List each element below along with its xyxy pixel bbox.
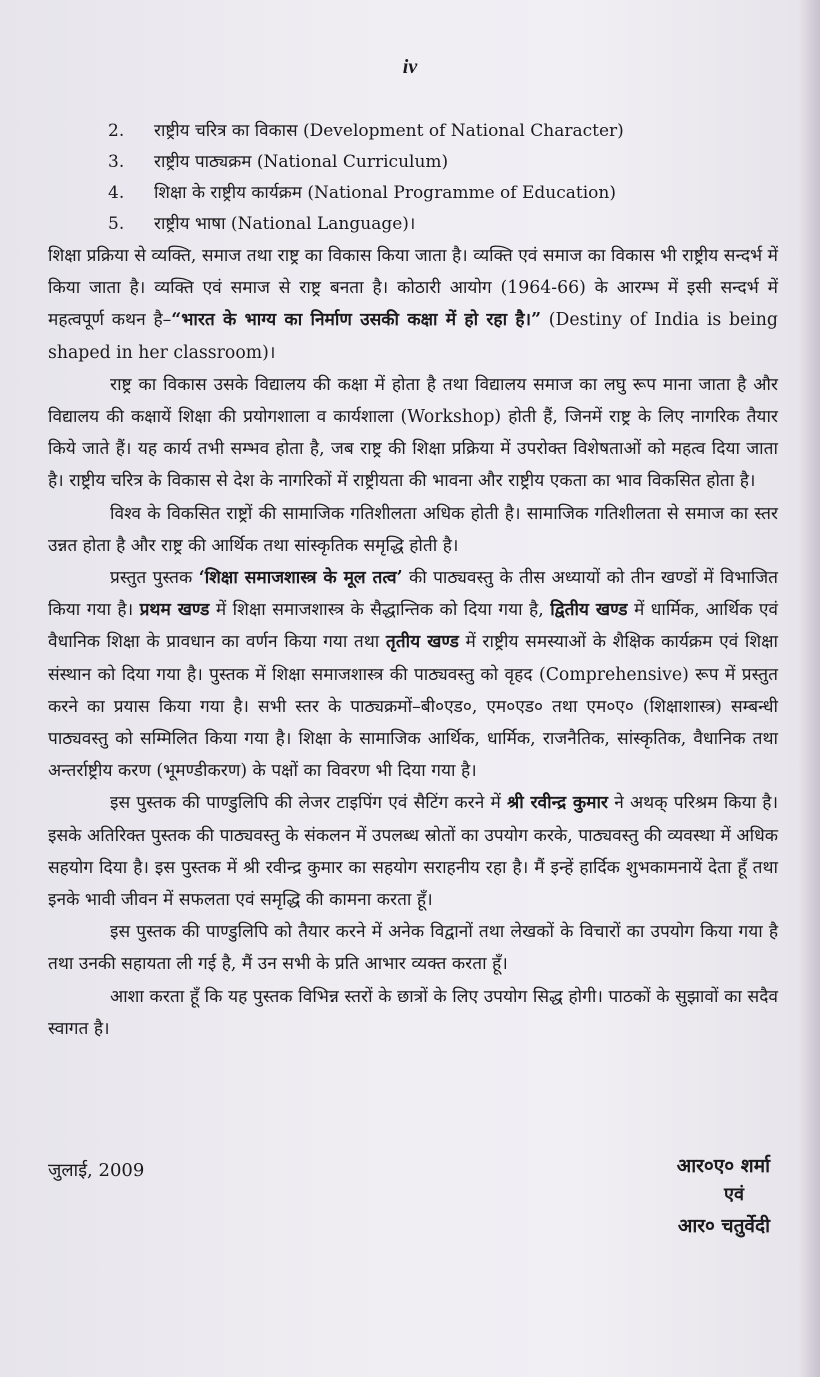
part-three-label: तृतीय खण्ड [385,632,459,653]
part-one-label: प्रथम खण्ड [139,600,210,621]
preface-body [48,240,778,1045]
typist-name: श्री रवीन्द्र कुमार [507,793,608,814]
p5-text-a: इस पुस्तक की पाण्डुलिपि की लेजर टाइपिंग एवं सैटिंग करने में [110,793,508,814]
kothari-quote: “भारत के भाग्य का निर्माण उसकी कक्षा में हो रहा है।” [171,310,542,331]
list-item [108,209,788,240]
p4-text-a: प्रस्तुत पुस्तक [110,568,199,589]
list-item [108,147,788,178]
paragraph-2: राष्ट्र का विकास उसके विद्यालय की कक्षा में होता है तथा विद्यालय समाज का लघु रूप माना जाता है और विद्यालय की कक्षायें शिक्षा की प्रयोगशाला व कार्यशाला (Workshop) होती हैं, जिनमें राष्ट्र के लिए नागरिक तैयार किये जाते हैं। यह कार्य तभी सम्भव होता है, जब राष्ट्र की शिक्षा प्रक्रिया में उपरोक्त विशेषताओं को महत्व दिया जाता है। राष्ट्रीय चरित्र के विकास से देश के नागरिकों में राष्ट्रीयता की भावना और राष्ट्रीय एकता का भाव विकसित होता है। [48,374,778,492]
paragraph-6: इस पुस्तक की पाण्डुलिपि को तैयार करने में अनेक विद्वानों तथा लेखकों के विचारों का उपयोग किया गया है तथा उनकी सहायता ली गई है, मैं उन सभी के प्रति आभार व्यक्त करता हूँ। [48,922,778,975]
signature-block [48,1152,778,1262]
part-two-label: द्वितीय खण्ड [550,600,628,621]
p4-text-c: में शिक्षा समाजशास्त्र के सैद्धान्तिक को दिया गया है, [209,600,551,621]
list-item-number: 3. [108,152,125,172]
paragraph-4 [48,562,778,787]
paragraph-3: विश्व के विकसित राष्ट्रों की सामाजिक गतिशीलता अधिक होती है। सामाजिक गतिशीलता से समाज का स्तर उन्नत होता है और राष्ट्र की आर्थिक तथा सांस्कृतिक समृद्धि होती है। [48,503,778,556]
author-two: आर० चतुर्वेदी [677,1215,770,1237]
author-conjunction: एवं [724,1184,744,1205]
page-number: iv [402,56,418,78]
list-item-text: राष्ट्रीय भाषा (National Language)। [154,214,416,234]
author-one: आर०ए० शर्मा [676,1155,770,1177]
p4-text-d: में धार्मिक, आर्थिक एवं वैधानिक शिक्षा के प्रावधान का वर्णन किया गया तथा [48,600,779,653]
paragraph-7: आशा करता हूँ कि यह पुस्तक विभिन्न स्तरों के छात्रों के लिए उपयोग सिद्ध होगी। पाठकों के सुझावों का सदैव स्वागत है। [48,986,778,1039]
preface-date: जुलाई, 2009 [48,1160,145,1181]
p5-text-b: ने अथक् परिश्रम किया है। इसके अतिरिक्त पुस्तक की पाठ्यवस्तु के संकलन में उपलब्ध स्रोतों का उपयोग करके, पाठ्यवस्तु की व्यवस्था में अधिक सहयोग दिया है। इस पुस्तक में श्री रवीन्द्र कुमार का सहयोग सराहनीय रहा है। मैं इन्हें हार्दिक शुभकामनायें देता हूँ तथा इनके भावी जीवन में सफलता एवं समृद्धि की कामना करता हूँ। [48,793,778,911]
p4-text-b: की पाठ्यवस्तु के तीस अध्यायों को तीन खण्डों में विभाजित किया गया है। [48,568,779,621]
p4-text-e: में राष्ट्रीय समस्याओं के शैक्षिक कार्यक्रम एवं शिक्षा संस्थान को दिया गया है। पुस्तक में शिक्षा समाजशास्त्र की पाठ्यवस्तु को वृहद (Comprehensive) रूप में प्रस्तुत करने का प्रयास किया गया है। सभी स्तर के पाठ्यक्रमों–बी०एड०, एम०एड० तथा एम०ए० (शिक्षाशास्त्र) सम्बन्धी पाठ्यवस्तु को सम्मिलित किया गया है। शिक्षा के सामाजिक आर्थिक, धार्मिक, राजनैतिक, सांस्कृतिक, वैधानिक तथा अन्तर्राष्ट्रीय करण (भूमण्डीकरण) के पक्षों का विवरण भी दिया गया है। [48,632,778,782]
p1-text-a: शिक्षा प्रक्रिया से व्यक्ति, समाज तथा राष्ट्र का विकास किया जाता है। व्यक्ति एवं समाज का विकास भी राष्ट्रीय सन्दर्भ में किया जाता है। व्यक्ति एवं समाज से राष्ट्र बनता है। कोठारी आयोग (1964-66) के आरम्भ में इसी सन्दर्भ में महत्वपूर्ण कथन है– [48,246,778,331]
book-title: ‘शिक्षा समाजशास्त्र के मूल तत्व’ [198,568,403,589]
p1-text-b: (Destiny of India is being shaped in her classroom)। [48,310,778,363]
list-item-number: 2. [108,121,125,141]
list-item-text: राष्ट्रीय पाठ्यक्रम (National Curriculum) [154,152,449,172]
list-item-number: 4. [108,183,125,203]
list-item-text: शिक्षा के राष्ट्रीय कार्यक्रम (National Programme of Education) [154,183,616,203]
list-item-text: राष्ट्रीय चरित्र का विकास (Development of National Character) [154,121,624,141]
paragraph-5 [48,787,778,916]
list-item-number: 5. [108,214,125,234]
numbered-list [108,116,788,240]
list-item [108,178,788,209]
paragraph-1 [48,240,778,369]
list-item [108,116,788,147]
page-edge-shadow [798,0,820,1377]
